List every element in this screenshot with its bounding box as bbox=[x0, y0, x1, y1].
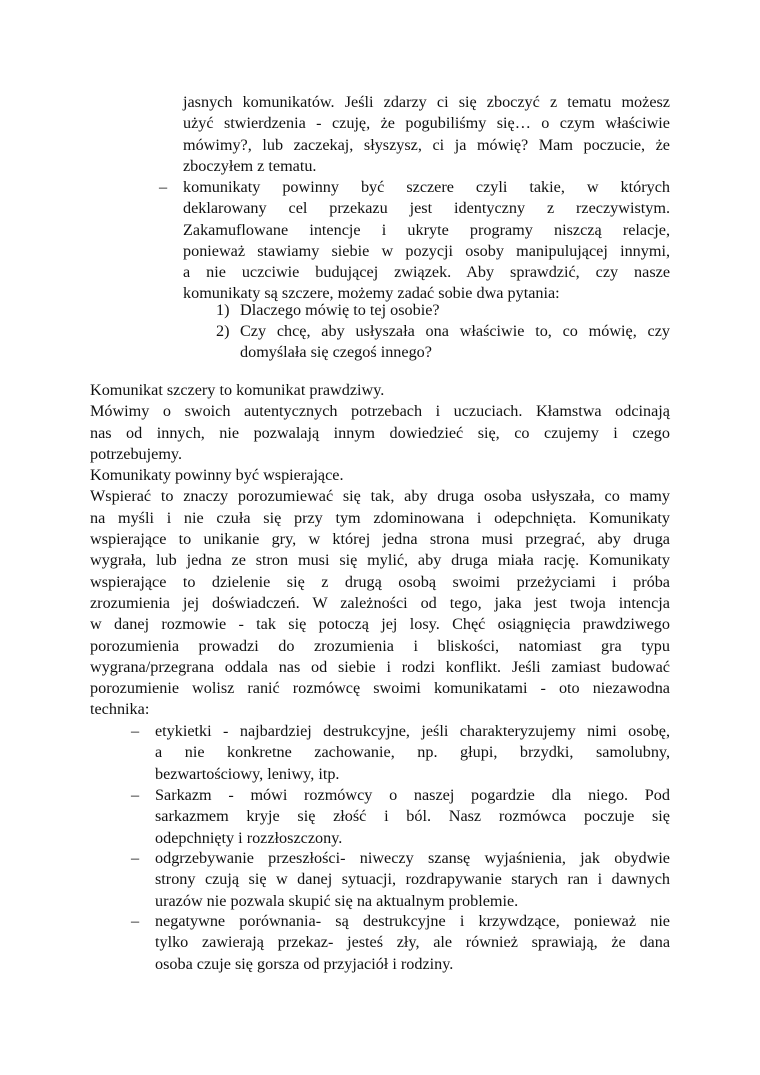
text-line: tylko zawierają przekaz- jesteś zły, ale również sprawiają, że dana bbox=[155, 933, 670, 952]
text-line: a nie uczciwie budującej związek. Aby sprawdzić, czy nasze bbox=[183, 263, 670, 282]
text-line: komunikaty powinny być szczere czyli takie, w których bbox=[183, 178, 670, 196]
dash-bullet: – bbox=[131, 912, 140, 930]
heading-sincere: Komunikat szczery to komunikat prawdziwy. bbox=[90, 381, 385, 399]
text-line: w danej rozmowie - tak się potoczą jej losy. Chęć osiągnięcia prawdziwego bbox=[90, 615, 670, 634]
text-line: wygrała, lub jedna ze stron musi się mylić, aby druga miała rację. Komunikaty bbox=[90, 551, 670, 570]
text-line: ponieważ stawiamy siebie w pozycji osoby manipulującej innymi, bbox=[183, 241, 670, 260]
text-line: mówimy?, lub zaczekaj, słyszysz, ci ja mówię? Mam poczucie, że bbox=[183, 135, 670, 154]
text-line: Mówimy o swoich autentycznych potrzebach i uczuciach. Kłamstwa odcinają bbox=[90, 402, 670, 421]
text-line: porozumienia prowadzi do zrozumienia i bliskości, natomiast gra typu bbox=[90, 636, 670, 655]
text-line: porozumienie wolisz ranić rozmówcę swoimi komunikatami - oto niezawodna bbox=[90, 679, 670, 698]
question-1 bbox=[216, 300, 670, 321]
text-line: Czy chcę, aby usłyszała ona właściwie to, co mówię, czy bbox=[240, 322, 670, 340]
text-line: Wspierać to znaczy porozumiewać się tak, aby druga osoba usłyszała, co mamy bbox=[90, 487, 670, 506]
text-line: na myśli i nie czuła się przy tym zdominowana i odepchnięta. Komunikaty bbox=[90, 508, 670, 527]
text-line: wygrana/przegrana oddala nas od siebie i rodzi konflikt. Jeśli zamiast budować bbox=[90, 657, 670, 676]
text-line: a nie konkretne zachowanie, np. głupi, brzydki, samolubny, bbox=[155, 743, 670, 762]
continuation-paragraph bbox=[183, 92, 670, 177]
text-line: wspierające to dzielenie się z drugą osobą swoimi przeżyciami i próba bbox=[90, 572, 670, 591]
text-line: osoba czuje się gorsza od przyjaciół i rodziny. bbox=[155, 954, 454, 973]
dash-bullet: – bbox=[131, 786, 140, 804]
dash-bullet: – bbox=[159, 178, 168, 196]
text-line: wspierające to unikanie gry, w której jedna strona musi przegrać, aby druga bbox=[90, 530, 670, 549]
text-line: domyślała się czegoś innego? bbox=[240, 343, 432, 362]
technique-item-past bbox=[131, 848, 670, 912]
technique-item-sarcasm bbox=[131, 785, 670, 849]
text-line: Sarkazm - mówi rozmówcy o naszej pogardzie dla niego. Pod bbox=[155, 786, 670, 804]
dash-bullet: – bbox=[131, 722, 140, 740]
text-line: Zakamuflowane intencje i ukryte programy niszczą relacje, bbox=[183, 220, 670, 239]
text-line: jasnych komunikatów. Jeśli zdarzy ci się zboczyć z tematu możesz bbox=[183, 93, 670, 111]
body-text bbox=[90, 380, 670, 721]
text-line: strony czują się w danej sytuacji, rozdrapywanie starych ran i dawnych bbox=[155, 870, 670, 889]
dash-bullet: – bbox=[131, 849, 140, 867]
text-line: komunikaty są szczere, możemy zadać sobie dwa pytania: bbox=[183, 284, 560, 303]
text-line: negatywne porównania- są destrukcyjne i krzywdzące, ponieważ nie bbox=[155, 912, 670, 930]
technique-item-comparisons bbox=[131, 911, 670, 975]
text-line: urazów nie pozwala skupić się na aktualnym problemie. bbox=[155, 891, 519, 910]
text-line: zrozumienia jej doświadczeń. W zależności od tego, jaka jest twoja intencja bbox=[90, 593, 670, 612]
text-line: sarkazmem kryje się złość i ból. Nasz rozmówca poczuje się bbox=[155, 807, 670, 826]
text-line: nas od innych, nie pozwalają innym dowiedzieć się, co czujemy i czego bbox=[90, 423, 670, 442]
text-line: zboczyłem z tematu. bbox=[183, 156, 317, 175]
text-line: bezwartościowy, leniwy, itp. bbox=[155, 764, 340, 783]
text-line: technika: bbox=[90, 700, 150, 719]
list-item-sincere bbox=[159, 177, 670, 305]
text-line: odepchnięty i rozzłoszczony. bbox=[155, 828, 343, 847]
question-2 bbox=[216, 321, 670, 364]
text-line: użyć stwierdzenia - czuję, że pogubiliśmy się… o czym właściwie bbox=[183, 114, 670, 133]
text-line: etykietki - najbardziej destrukcyjne, jeśli charakteryzujemy nimi osobę, bbox=[155, 722, 670, 740]
list-number: 1) bbox=[216, 301, 230, 319]
text-line: deklarowany cel przekazu jest identyczny z rzeczywistym. bbox=[183, 199, 670, 218]
text-line: Dlaczego mówię to tej osobie? bbox=[240, 301, 440, 319]
text-line: odgrzebywanie przeszłości- niweczy szansę wyjaśnienia, jak obydwie bbox=[155, 849, 670, 867]
heading-supportive: Komunikaty powinny być wspierające. bbox=[90, 466, 344, 485]
text-line: potrzebujemy. bbox=[90, 444, 182, 463]
list-number: 2) bbox=[216, 322, 230, 340]
technique-item-labels bbox=[131, 721, 670, 785]
